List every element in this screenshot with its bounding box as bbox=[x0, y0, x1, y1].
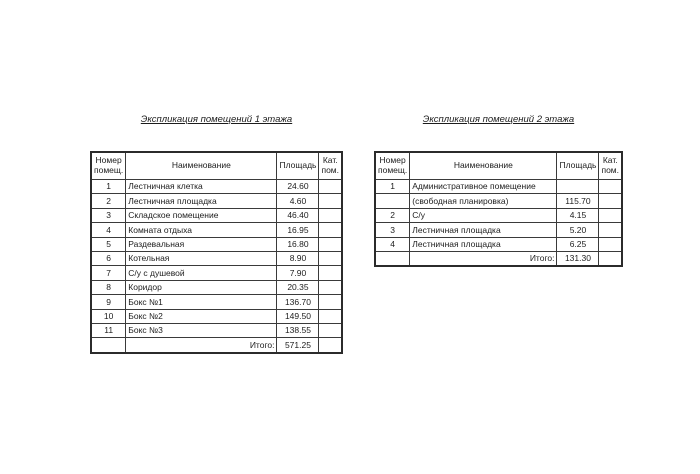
cell-name: Лестничная площадка bbox=[410, 237, 557, 251]
cell-area: 4.60 bbox=[277, 194, 319, 208]
header-cell-num: Номер помещ. bbox=[375, 152, 410, 180]
cell-area: 4.15 bbox=[557, 208, 599, 222]
total-label-cell: Итого: bbox=[410, 251, 557, 266]
table-row bbox=[91, 251, 342, 265]
cell-area: 8.90 bbox=[277, 251, 319, 265]
total-row bbox=[91, 338, 342, 353]
cell-cat bbox=[599, 180, 622, 194]
total-cat-cell bbox=[599, 251, 622, 266]
cell-num: 10 bbox=[91, 309, 126, 323]
table-row bbox=[91, 266, 342, 280]
total-empty-cell bbox=[375, 251, 410, 266]
cell-area bbox=[557, 180, 599, 194]
header-cell-cat: Кат. пом. bbox=[319, 152, 342, 180]
header-row bbox=[375, 152, 622, 180]
cell-area: 20.35 bbox=[277, 280, 319, 294]
cell-name: Бокс №1 bbox=[126, 295, 277, 309]
total-value-cell: 571.25 bbox=[277, 338, 319, 353]
cell-num: 1 bbox=[91, 180, 126, 194]
total-empty-cell bbox=[91, 338, 126, 353]
table-title-floor1: Экспликация помещений 1 этажа bbox=[140, 114, 293, 125]
table-row bbox=[91, 295, 342, 309]
header-row bbox=[91, 152, 342, 180]
cell-num: 7 bbox=[91, 266, 126, 280]
explication-table-floor1 bbox=[90, 151, 343, 354]
total-label-cell: Итого: bbox=[126, 338, 277, 353]
cell-area: 115.70 bbox=[557, 194, 599, 208]
cell-name: Лестничная площадка bbox=[410, 223, 557, 237]
cell-name: Коридор bbox=[126, 280, 277, 294]
table-row bbox=[375, 194, 622, 208]
cell-name: Раздевальная bbox=[126, 237, 277, 251]
explication-table-floor2 bbox=[374, 151, 623, 267]
cell-area: 16.95 bbox=[277, 223, 319, 237]
cell-num: 11 bbox=[91, 323, 126, 337]
cell-area: 7.90 bbox=[277, 266, 319, 280]
table-row bbox=[375, 237, 622, 251]
total-row bbox=[375, 251, 622, 266]
table-row bbox=[91, 208, 342, 222]
cell-num: 8 bbox=[91, 280, 126, 294]
cell-name: Административное помещение bbox=[410, 180, 557, 194]
total-value-cell: 131.30 bbox=[557, 251, 599, 266]
cell-cat bbox=[599, 208, 622, 222]
cell-cat bbox=[319, 237, 342, 251]
header-cell-num: Номер помещ. bbox=[91, 152, 126, 180]
cell-num: 6 bbox=[91, 251, 126, 265]
cell-cat bbox=[319, 280, 342, 294]
table-row bbox=[91, 194, 342, 208]
cell-cat bbox=[319, 251, 342, 265]
cell-num: 2 bbox=[375, 208, 410, 222]
cell-name: Лестничная клетка bbox=[126, 180, 277, 194]
cell-name: Лестничная площадка bbox=[126, 194, 277, 208]
header-cell-area: Площадь bbox=[557, 152, 599, 180]
cell-cat bbox=[319, 180, 342, 194]
cell-cat bbox=[599, 194, 622, 208]
cell-cat bbox=[599, 237, 622, 251]
table-row bbox=[91, 223, 342, 237]
cell-area: 136.70 bbox=[277, 295, 319, 309]
cell-num: 1 bbox=[375, 180, 410, 194]
cell-num: 5 bbox=[91, 237, 126, 251]
cell-name: Котельная bbox=[126, 251, 277, 265]
cell-num: 4 bbox=[91, 223, 126, 237]
cell-name: С/у с душевой bbox=[126, 266, 277, 280]
cell-num bbox=[375, 194, 410, 208]
cell-num: 3 bbox=[375, 223, 410, 237]
table-row bbox=[91, 237, 342, 251]
cell-cat bbox=[319, 323, 342, 337]
cell-cat bbox=[319, 266, 342, 280]
header-cell-area: Площадь bbox=[277, 152, 319, 180]
cell-area: 138.55 bbox=[277, 323, 319, 337]
cell-cat bbox=[319, 194, 342, 208]
explication-section-floor2 bbox=[374, 114, 623, 267]
header-cell-name: Наименование bbox=[410, 152, 557, 180]
table-row bbox=[91, 309, 342, 323]
cell-num: 2 bbox=[91, 194, 126, 208]
cell-num: 3 bbox=[91, 208, 126, 222]
cell-area: 5.20 bbox=[557, 223, 599, 237]
cell-area: 6.25 bbox=[557, 237, 599, 251]
table-title-floor2: Экспликация помещений 2 этажа bbox=[422, 114, 575, 125]
table-row bbox=[375, 223, 622, 237]
table-row bbox=[375, 208, 622, 222]
cell-name: (свободная планировка) bbox=[410, 194, 557, 208]
explication-section-floor1 bbox=[90, 114, 343, 354]
cell-area: 46.40 bbox=[277, 208, 319, 222]
cell-cat bbox=[599, 223, 622, 237]
cell-area: 16.80 bbox=[277, 237, 319, 251]
table-row bbox=[91, 280, 342, 294]
cell-cat bbox=[319, 309, 342, 323]
cell-name: Бокс №2 bbox=[126, 309, 277, 323]
cell-area: 24.60 bbox=[277, 180, 319, 194]
header-cell-name: Наименование bbox=[126, 152, 277, 180]
cell-name: Складское помещение bbox=[126, 208, 277, 222]
cell-num: 9 bbox=[91, 295, 126, 309]
cell-name: Бокс №3 bbox=[126, 323, 277, 337]
cell-name: Комната отдыха bbox=[126, 223, 277, 237]
cell-cat bbox=[319, 295, 342, 309]
header-cell-cat: Кат. пом. bbox=[599, 152, 622, 180]
table-row bbox=[91, 323, 342, 337]
cell-area: 149.50 bbox=[277, 309, 319, 323]
table-row bbox=[91, 180, 342, 194]
cell-num: 4 bbox=[375, 237, 410, 251]
table-row bbox=[375, 180, 622, 194]
total-cat-cell bbox=[319, 338, 342, 353]
cell-name: С/у bbox=[410, 208, 557, 222]
cell-cat bbox=[319, 223, 342, 237]
cell-cat bbox=[319, 208, 342, 222]
